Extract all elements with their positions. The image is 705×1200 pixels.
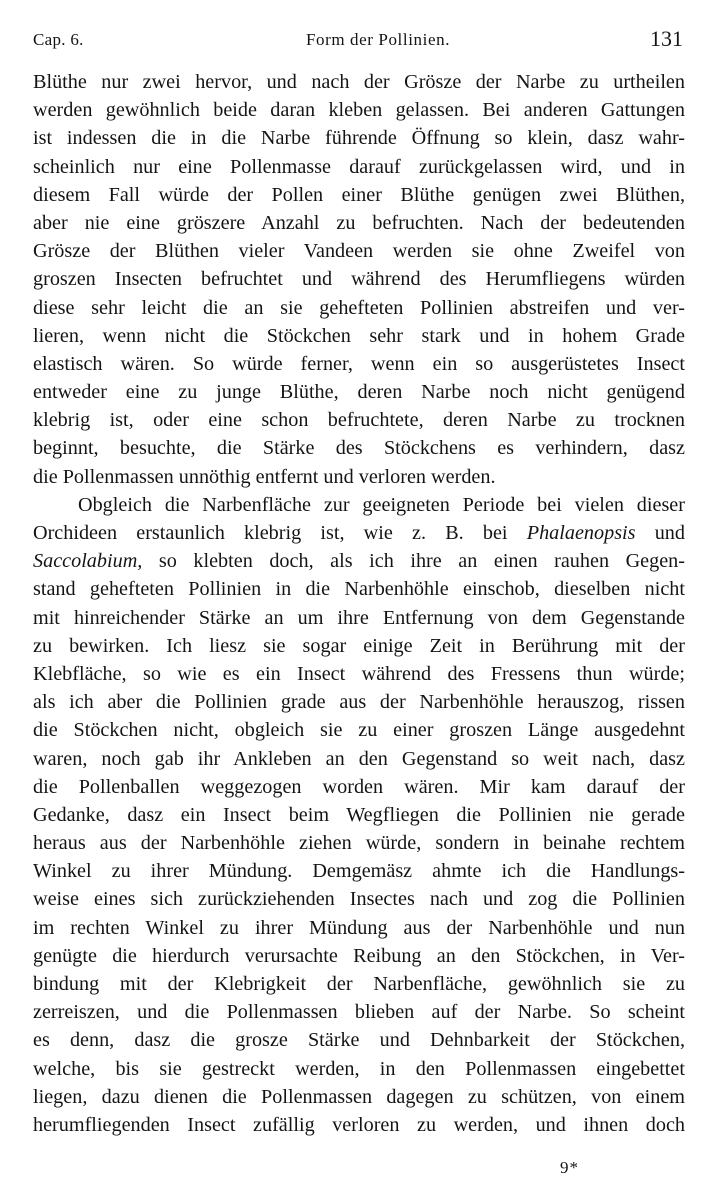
page-number: 131 <box>650 26 683 51</box>
text-line: herumfliegenden Insect zufällig verloren zu werden, und ihnen doch <box>33 1113 685 1136</box>
text-line: Grösze der Blüthen vieler Vandeen werden sie ohne Zweifel von <box>33 240 685 263</box>
page-header <box>33 26 683 56</box>
text-line: beginnt, besuchte, die Stärke des Stöckchens es verhindern, dasz <box>33 437 685 460</box>
text-line: die Pollenballen weggezogen worden wären. Mir kam darauf der <box>33 775 685 798</box>
text-line: es denn, dasz die grosze Stärke und Dehnbarkeit der Stöckchen, <box>33 1029 685 1052</box>
text-line: waren, noch gab ihr Ankleben an den Gegenstand so weit nach, dasz <box>33 747 685 770</box>
text-line: werden gewöhnlich beide daran kleben gelassen. Bei anderen Gattungen <box>33 99 685 122</box>
text-line: im rechten Winkel zu ihrer Mündung aus der Narbenhöhle und nun <box>33 916 685 939</box>
text-line: genügte die hierdurch verursachte Reibung an den Stöckchen, in Ver- <box>33 944 685 967</box>
text-line: diese sehr leicht die an sie gehefteten Pollinien abstreifen und ver- <box>33 296 685 319</box>
text-line: liegen, dazu dienen die Pollenmassen dagegen zu schützen, von einem <box>33 1085 685 1108</box>
chapter-label: Cap. 6. <box>33 30 84 49</box>
text-line: ist indessen die in die Narbe führende Öffnung so klein, dasz wahr- <box>33 127 685 150</box>
italic-term: Phalaenopsis <box>526 522 636 544</box>
text-line: entweder eine zu junge Blüthe, deren Narbe noch nicht genügend <box>33 381 685 404</box>
text-line: elastisch wären. So würde ferner, wenn ein so ausgerüstetes Insect <box>33 352 685 375</box>
text-line: zu bewirken. Ich liesz sie sogar einige Zeit in Berührung mit der <box>33 634 685 657</box>
text-line: klebrig ist, oder eine schon befruchtete, deren Narbe zu trocknen <box>33 409 685 432</box>
text-line: zerreiszen, und die Pollenmassen blieben auf der Narbe. So scheint <box>33 1001 685 1024</box>
text-line: heraus aus der Narbenhöhle ziehen würde, sondern in beinahe rechtem <box>33 832 685 855</box>
text-line: stand gehefteten Pollinien in die Narbenhöhle einschob, dieselben nicht <box>33 578 685 601</box>
text-line: scheinlich nur eine Pollenmasse darauf zurückgelassen wird, und in <box>33 155 685 178</box>
text-line: welche, bis sie gestreckt werden, in den Pollenmassen eingebettet <box>33 1057 685 1080</box>
text-line: Orchideen erstaunlich klebrig ist, wie z. B. bei Phalaenopsis und <box>33 522 685 544</box>
text-line: mit hinreichender Stärke an um ihre Entfernung von dem Gegenstande <box>33 606 685 629</box>
text-line: die Pollenmassen unnöthig entfernt und verloren werden. <box>33 465 496 488</box>
text-line: weise eines sich zurückziehenden Insectes nach und zog die Pollinien <box>33 888 685 911</box>
signature-mark: 9* <box>560 1158 579 1177</box>
text-line: diesem Fall würde der Pollen einer Blüthe genügen zwei Blüthen, <box>33 183 685 206</box>
text-line: Winkel zu ihrer Mündung. Demgemäsz ahmte ich die Handlungs- <box>33 860 685 883</box>
body-text <box>33 68 685 1139</box>
text-line: Klebfläche, so wie es ein Insect während des Fressens thun würde; <box>33 662 685 685</box>
text-line: groszen Insecten befruchtet und während des Herumfliegens würden <box>33 268 685 291</box>
text-line: bindung mit der Klebrigkeit der Narbenfläche, gewöhnlich sie zu <box>33 973 685 995</box>
running-title: Form der Pollinien. <box>305 30 451 49</box>
text-line: Saccolabium, so klebten doch, als ich ihre an einen rauhen Gegen- <box>33 550 685 573</box>
text-line: als ich aber die Pollinien grade aus der Narbenhöhle herauszog, rissen <box>33 691 685 714</box>
text-line: aber nie eine gröszere Anzahl zu befruchten. Nach der bedeutenden <box>33 211 685 234</box>
text-line: lieren, wenn nicht die Stöckchen sehr stark und in hohem Grade <box>33 324 685 347</box>
text-line: die Stöckchen nicht, obgleich sie zu einer groszen Länge ausgedehnt <box>33 719 685 742</box>
text-line: Obgleich die Narbenfläche zur geeigneten Periode bei vielen dieser <box>78 493 685 516</box>
text-line: Gedanke, dasz ein Insect beim Wegfliegen die Pollinien nie gerade <box>33 803 685 826</box>
italic-term: Saccolabium, <box>33 550 143 573</box>
text-line: Blüthe nur zwei hervor, und nach der Grösze der Narbe zu urtheilen <box>33 71 685 93</box>
